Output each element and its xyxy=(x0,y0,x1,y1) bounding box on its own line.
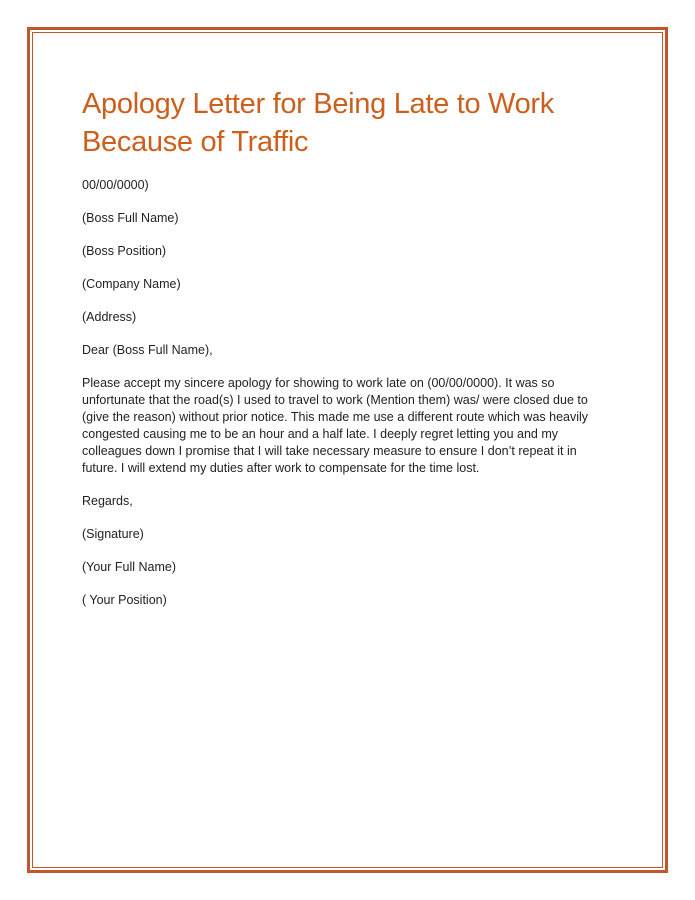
address: (Address) xyxy=(82,310,137,324)
title-line-1: Apology Letter for Being Late to Work xyxy=(82,88,554,120)
company-name: (Company Name) xyxy=(82,277,181,291)
closing: Regards, xyxy=(82,494,133,508)
title-line-2: Because of Traffic xyxy=(82,126,309,158)
letter-title xyxy=(82,85,614,161)
letter-content xyxy=(82,85,614,625)
boss-name: (Boss Full Name) xyxy=(82,211,179,225)
boss-position: (Boss Position) xyxy=(82,244,167,258)
body-paragraph: Please accept my sincere apology for showing to work late on (00/00/0000). It was so unfortunate that the road(s) I used to travel to work (Mention them) was/ were closed due to (give the reason) without prior notice. This made me use a different route which was heavily congested causing me to be an hour and a half late. I deeply regret letting you and my colleagues down I promise that I will take necessary measure to ensure I don’t repeat it in future. I will extend my duties after work to compensate for the time lost. xyxy=(82,376,589,475)
letter-date: 00/00/0000) xyxy=(82,178,149,192)
your-position: ( Your Position) xyxy=(82,593,167,607)
signature: (Signature) xyxy=(82,527,144,541)
salutation: Dear (Boss Full Name), xyxy=(82,343,213,357)
your-full-name: (Your Full Name) xyxy=(82,560,177,574)
